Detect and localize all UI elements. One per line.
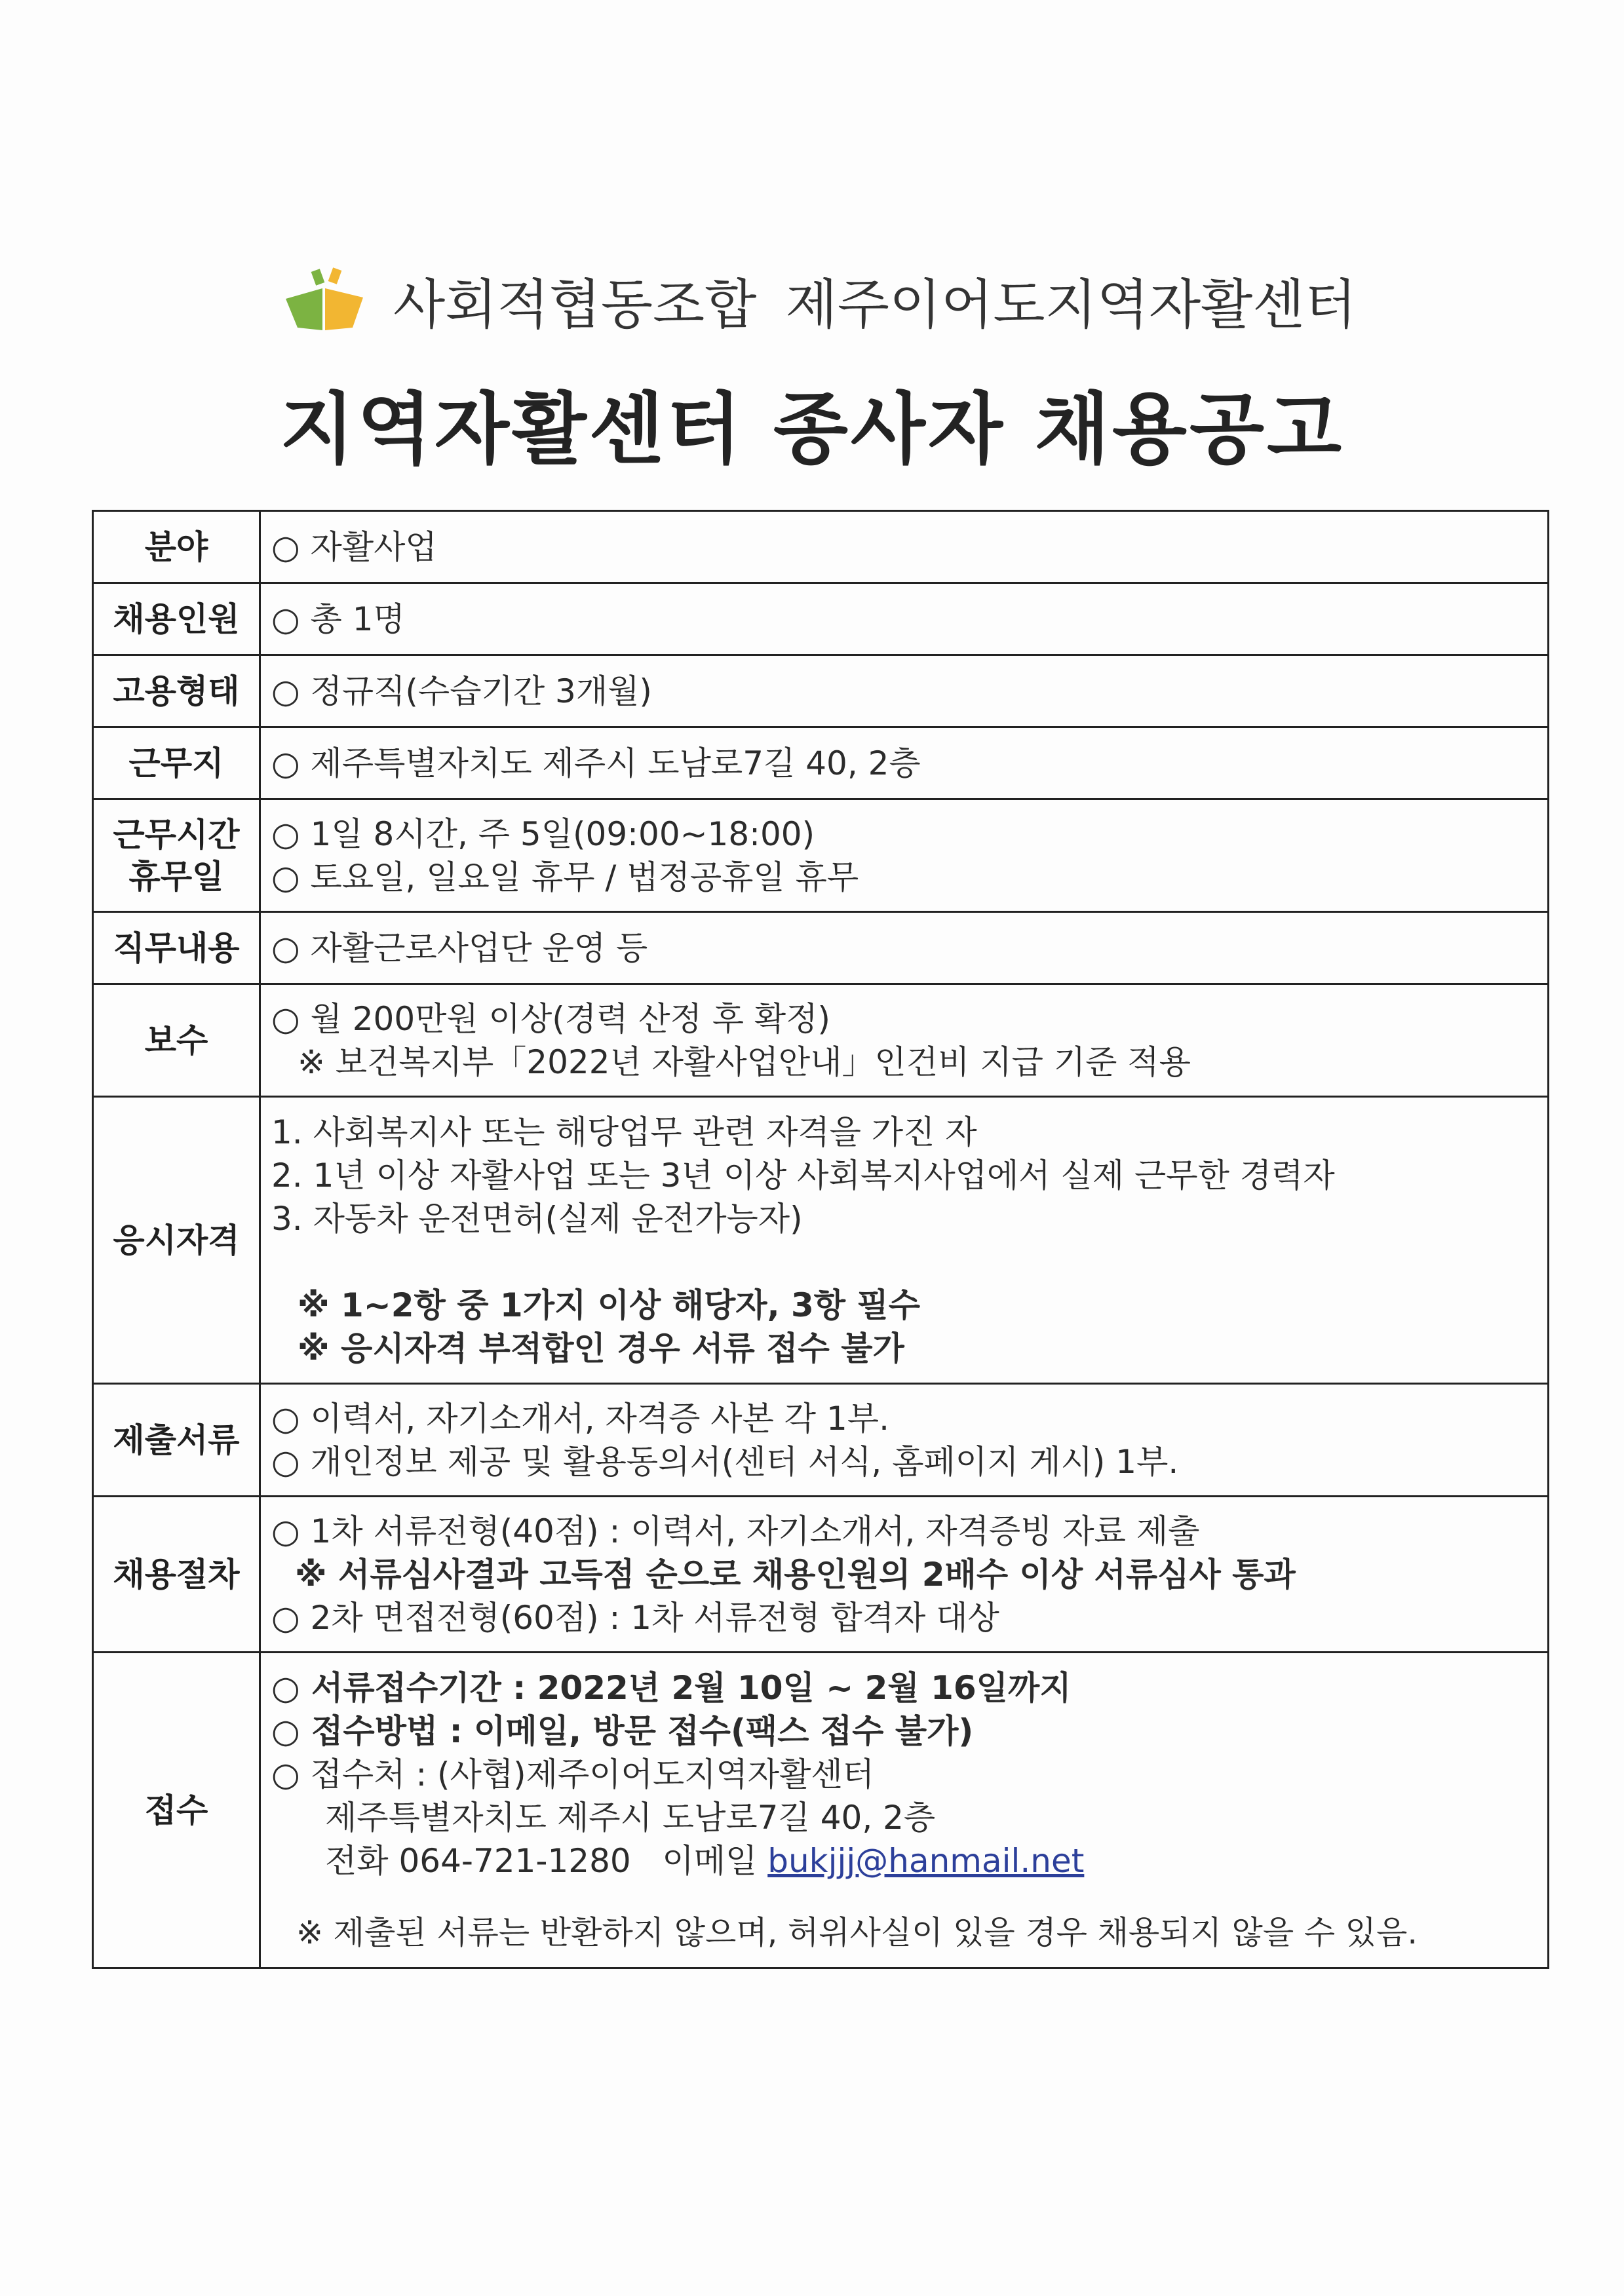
label-employment-type: 고용형태 (93, 655, 260, 727)
label-headcount: 채용인원 (93, 583, 260, 655)
row-salary (93, 984, 1549, 1097)
field-value: ○ 자활사업 (271, 527, 437, 566)
row-application (93, 1653, 1549, 1968)
page-title: 지역자활센터 종사자 채용공고 (279, 384, 1344, 474)
process-step-2: ○ 2차 면접전형(60점) : 1차 서류전형 합격자 대상 (271, 1598, 999, 1637)
label-process: 채용절차 (93, 1497, 260, 1653)
recruitment-table (92, 510, 1549, 1969)
hours-value: ○ 1일 8시간, 주 5일(09:00~18:00) (271, 814, 815, 853)
process-note: ※ 서류심사결과 고득점 순으로 채용인원의 2배수 이상 서류심사 통과 (295, 1555, 1296, 1594)
org-name: 제주이어도지역자활센터 (785, 274, 1357, 336)
content-salary (260, 984, 1549, 1097)
application-email-label: 이메일 (662, 1841, 758, 1880)
qualification-item-1: 1. 사회복지사 또는 해당업무 관련 자격을 가진 자 (271, 1113, 977, 1151)
row-duties (93, 912, 1549, 984)
holidays-value: ○ 토요일, 일요일 휴무 / 법정공휴일 휴무 (271, 858, 859, 896)
center-logo-icon (282, 265, 367, 337)
label-documents: 제출서류 (93, 1384, 260, 1497)
application-place: ○ 접수처 : (사협)제주이어도지역자활센터 (271, 1755, 874, 1793)
application-note: ※ 제출된 서류는 반환하지 않으며, 허위사실이 있을 경우 채용되지 않을 수 있음. (296, 1913, 1418, 1951)
label-field: 분야 (93, 511, 260, 583)
content-headcount (260, 583, 1549, 655)
duties-value: ○ 자활근로사업단 운영 등 (271, 928, 648, 967)
row-documents (93, 1384, 1549, 1497)
qualification-note-1: ※ 1~2항 중 1가지 이상 해당자, 3항 필수 (298, 1286, 921, 1324)
workplace-value: ○ 제주특별자치도 제주시 도남로7길 40, 2층 (271, 744, 921, 782)
salary-note: ※ 보건복지부「2022년 자활사업안내」인건비 지급 기준 적용 (298, 1043, 1191, 1081)
row-process (93, 1497, 1549, 1653)
application-method: ○ 접수방법 : 이메일, 방문 접수(팩스 접수 불가) (271, 1712, 974, 1750)
documents-item-1: ○ 이력서, 자기소개서, 자격증 사본 각 1부. (271, 1399, 889, 1438)
content-application (260, 1653, 1549, 1968)
row-qualifications (93, 1097, 1549, 1384)
qualification-item-2: 2. 1년 이상 자활사업 또는 3년 이상 사회복지사업에서 실제 근무한 경력자 (271, 1156, 1335, 1195)
row-hours (93, 799, 1549, 912)
content-workplace (260, 727, 1549, 799)
application-address: 제주특별자치도 제주시 도남로7길 40, 2층 (325, 1798, 936, 1837)
label-hours-line2: 휴무일 (128, 857, 224, 896)
salary-value: ○ 월 200만원 이상(경력 산정 후 확정) (271, 999, 831, 1038)
application-period: ○ 서류접수기간 : 2022년 2월 10일 ~ 2월 16일까지 (271, 1668, 1072, 1707)
content-employment-type (260, 655, 1549, 727)
row-employment-type (93, 655, 1549, 727)
application-email-link[interactable]: bukjjj@hanmail.net (767, 1841, 1085, 1880)
qualification-item-3: 3. 자동차 운전면허(실제 운전가능자) (271, 1199, 803, 1238)
label-salary: 보수 (93, 984, 260, 1097)
content-qualifications (260, 1097, 1549, 1384)
process-step-1: ○ 1차 서류전형(40점) : 이력서, 자기소개서, 자격증빙 자료 제출 (271, 1512, 1200, 1550)
content-hours (260, 799, 1549, 912)
org-type: 사회적협동조합 (393, 274, 757, 336)
content-duties (260, 912, 1549, 984)
application-contact (271, 1839, 1537, 1883)
label-hours-line1: 근무시간 (113, 815, 240, 854)
label-application: 접수 (93, 1653, 260, 1968)
application-phone: 전화 064-721-1280 (325, 1841, 631, 1880)
employment-type-value: ○ 정규직(수습기간 3개월) (271, 672, 652, 710)
label-duties: 직무내용 (93, 912, 260, 984)
org-header (282, 262, 1357, 339)
label-hours (93, 799, 260, 912)
qualification-note-2: ※ 응시자격 부적합인 경우 서류 접수 불가 (298, 1329, 904, 1368)
row-field (93, 511, 1549, 583)
content-documents (260, 1384, 1549, 1497)
row-workplace (93, 727, 1549, 799)
documents-item-2: ○ 개인정보 제공 및 활용동의서(센터 서식, 홈페이지 게시) 1부. (271, 1442, 1179, 1481)
label-qualifications: 응시자격 (93, 1097, 260, 1384)
content-field (260, 511, 1549, 583)
headcount-value: ○ 총 1명 (271, 600, 405, 638)
label-workplace: 근무지 (93, 727, 260, 799)
row-headcount (93, 583, 1549, 655)
content-process (260, 1497, 1549, 1653)
